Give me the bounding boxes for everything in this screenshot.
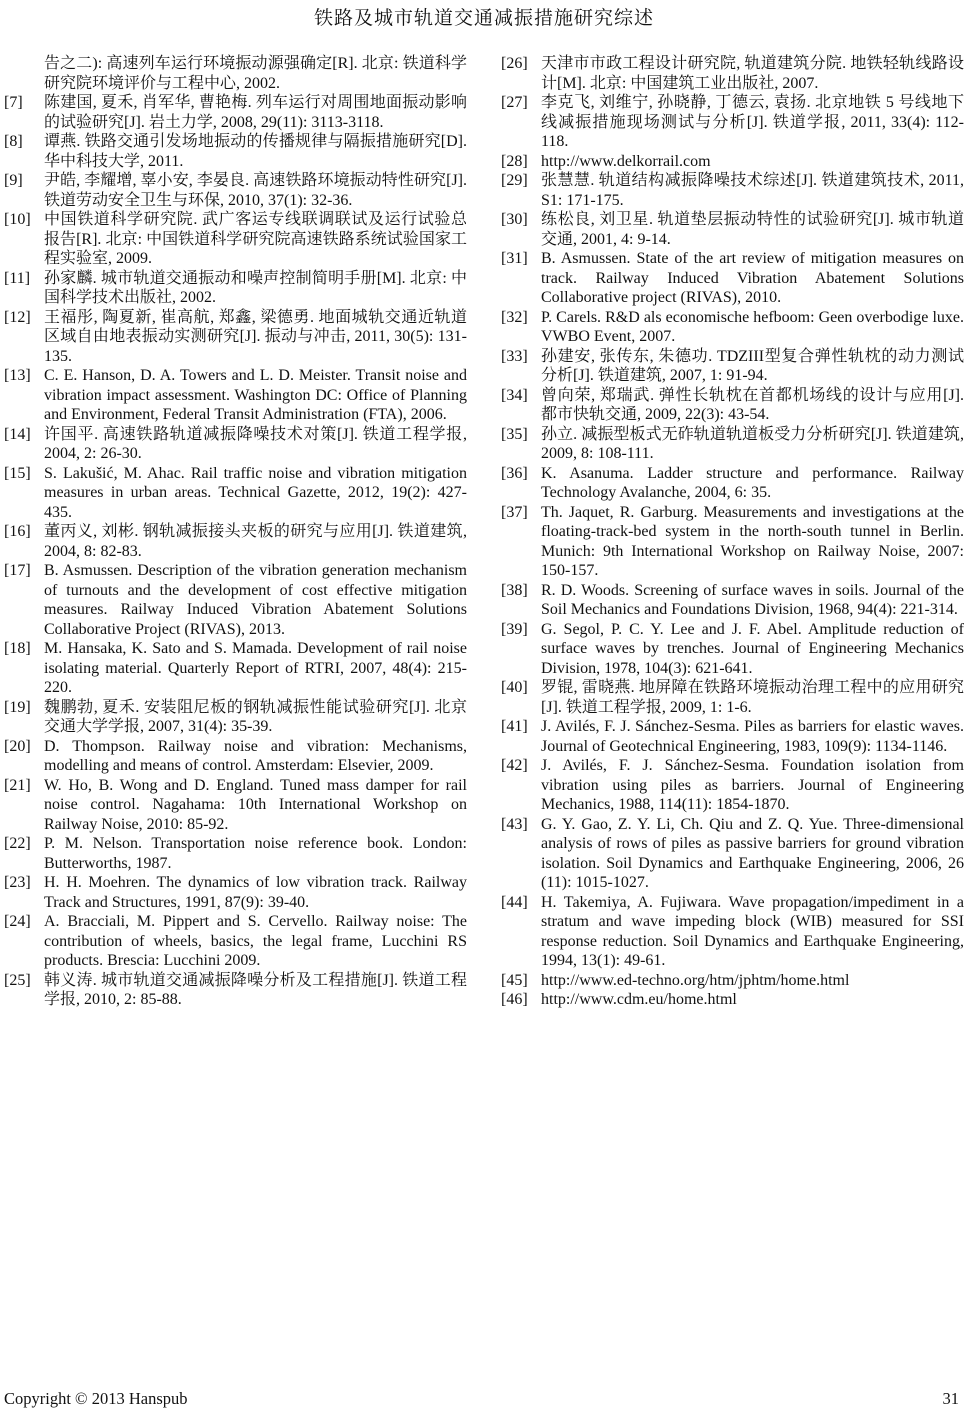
- reference-item: [4, 132, 467, 171]
- reference-item: [501, 425, 964, 464]
- reference-text: A. Bracciali, M. Pippert and S. Cervello. Railway noise: The contribution of wheels, basics, the legal frame, Lucchini RS products. Brescia: Lucchini 2009.: [44, 913, 467, 969]
- reference-number: [12]: [4, 308, 31, 326]
- page-footer: [4, 1389, 959, 1409]
- reference-number: [32]: [501, 308, 528, 326]
- reference-number: [43]: [501, 815, 528, 833]
- reference-number: [28]: [501, 152, 528, 170]
- reference-number: [34]: [501, 386, 528, 404]
- reference-text: 陈建国, 夏禾, 肖军华, 曹艳梅. 列车运行对周围地面振动影响的试验研究[J]. 岩土力学, 2008, 29(11): 3113-3118.: [44, 94, 467, 131]
- reference-number: [19]: [4, 698, 31, 716]
- reference-item: [501, 464, 964, 503]
- reference-number: [26]: [501, 55, 528, 72]
- reference-text: P. Carels. R&D als economische hefboom: Geen overbodige luxe. VWBO Event, 2007.: [541, 308, 964, 345]
- reference-text: 许国平. 高速铁路轨道减振降噪技术对策[J]. 铁道工程学报, 2004, 2: 26-30.: [44, 425, 467, 462]
- reference-number: [11]: [4, 269, 31, 287]
- reference-text: M. Hansaka, K. Sato and S. Mamada. Development of rail noise isolating material. Quarterly Report of RTRI, 2007, 48(4): 215-220.: [44, 640, 467, 696]
- reference-number: [8]: [4, 133, 23, 150]
- reference-text: H. Takemiya, A. Fujiwara. Wave propagation/impediment in a stratum and wave impeding block (WIB) measured for SSI response reduction. Soil Dynamics and Earthquake Engineering, 1994, 13(1): 49-61.: [541, 893, 964, 969]
- reference-text: 中国铁道科学研究院. 武广客运专线联调联试及运行试验总报告[R]. 北京: 中国铁道科学研究院高速铁路系统试验国家工程实验室, 2009.: [44, 211, 467, 267]
- reference-number: [22]: [4, 835, 31, 852]
- reference-item: [501, 347, 964, 386]
- reference-text: B. Asmussen. Description of the vibration generation mechanism of turnouts and the development of cost effective mitigation measures. Railway Induced Vibration Abatement Solutions Collaborative Project (RIVAS), 2013.: [44, 562, 467, 638]
- reference-number: [16]: [4, 523, 31, 540]
- reference-item: [501, 152, 964, 172]
- reference-text: G. Y. Gao, Z. Y. Li, Ch. Qiu and Z. Q. Yue. Three-dimensional analysis of rows of piles as passive barriers for ground vibration isolation. Soil Dynamics and Earthquake Engineering, 2006, 26 (11): 1015-1027.: [541, 815, 964, 891]
- page-title: 铁路及城市轨道交通减振措施研究综述: [313, 8, 654, 29]
- reference-number: [31]: [501, 250, 528, 267]
- reference-item: [501, 386, 964, 425]
- reference-item: [501, 249, 964, 308]
- reference-item: [4, 971, 467, 1010]
- reference-item: [501, 581, 964, 620]
- reference-text: 魏鹏勃, 夏禾. 安装阻尼板的钢轨减振性能试验研究[J]. 北京交通大学学报, 2007, 31(4): 35-39.: [44, 698, 467, 735]
- reference-item: [501, 756, 964, 815]
- reference-item: [501, 54, 964, 93]
- reference-text: http://www.cdm.eu/home.html: [541, 991, 737, 1008]
- reference-number: [25]: [4, 971, 31, 989]
- reference-number: [37]: [501, 503, 528, 521]
- reference-text: 练松良, 刘卫星. 轨道垫层振动特性的试验研究[J]. 城市轨道交通, 2001, 4: 9-14.: [541, 211, 964, 248]
- reference-item: [4, 171, 467, 210]
- reference-text: J. Avilés, F. J. Sánchez-Sesma. Foundation isolation from vibration using piles as barriers. Journal of Engineering Mechanics, 1988, 114(11): 1854-1870.: [541, 757, 964, 813]
- reference-list-left: [4, 54, 467, 1010]
- reference-text: D. Thompson. Railway noise and vibration: Mechanisms, modelling and means of control. Amsterdam: Elsevier, 2009.: [44, 737, 467, 774]
- reference-item: [4, 873, 467, 912]
- reference-number: [44]: [501, 893, 528, 911]
- reference-text: G. Segol, P. C. Y. Lee and J. F. Abel. Amplitude reduction of surface waves by trenches. Journal of Engineering Mechanics Division, 1978, 104(3): 621-641.: [541, 620, 964, 677]
- reference-number: [29]: [501, 172, 528, 189]
- reference-text: J. Avilés, F. J. Sánchez-Sesma. Piles as barriers for elastic waves. Journal of Geotechnical Engineering, 1983, 109(9): 1134-1146.: [541, 718, 964, 755]
- reference-item: [501, 308, 964, 347]
- reference-item: [4, 269, 467, 308]
- reference-text: 告之二): 高速列车运行环境振动源强确定[R]. 北京: 铁道科学研究院环境评价与工程中心, 2002.: [44, 55, 467, 92]
- reference-number: [15]: [4, 464, 31, 482]
- reference-number: [20]: [4, 737, 31, 755]
- references-columns: [0, 31, 968, 1010]
- reference-item: [501, 893, 964, 971]
- footer-page-number: 31: [942, 1389, 959, 1408]
- reference-number: [38]: [501, 581, 528, 599]
- reference-text: K. Asanuma. Ladder structure and performance. Railway Technology Avalanche, 2004, 6: 35.: [541, 464, 964, 501]
- reference-item: [501, 990, 964, 1010]
- reference-number: [40]: [501, 679, 528, 696]
- reference-item: [501, 971, 964, 991]
- reference-item: [501, 717, 964, 756]
- reference-number: [17]: [4, 562, 31, 579]
- reference-text: B. Asmussen. State of the art review of mitigation measures on track. Railway Induced Vibration Abatement Solutions Collaborative project (RIVAS), 2010.: [541, 250, 964, 306]
- reference-text: W. Ho, B. Wong and D. England. Tuned mass damper for rail noise control. Nagahama: 10th International Workshop on Railway Noise, 2010: 85-92.: [44, 776, 467, 833]
- reference-item: [4, 912, 467, 971]
- reference-item: [4, 54, 467, 93]
- reference-text: 董丙义, 刘彬. 钢轨减振接头夹板的研究与应用[J]. 铁道建筑, 2004, 8: 82-83.: [44, 523, 467, 560]
- reference-item: [4, 522, 467, 561]
- reference-item: [501, 503, 964, 581]
- reference-number: [21]: [4, 776, 31, 794]
- reference-number: [33]: [501, 347, 528, 365]
- reference-text: 尹皓, 李耀增, 辜小安, 李晏良. 高速铁路环境振动特性研究[J]. 铁道劳动安全卫生与环保, 2010, 37(1): 32-36.: [44, 172, 467, 209]
- reference-item: [4, 561, 467, 639]
- reference-item: [501, 678, 964, 717]
- reference-number: [30]: [501, 211, 528, 228]
- reference-text: 李克飞, 刘维宁, 孙晓静, 丁德云, 袁扬. 北京地铁 5 号线地下线减振措施现场测试与分析[J]. 铁道学报, 2011, 33(4): 112-118.: [541, 94, 964, 150]
- reference-text: H. H. Moehren. The dynamics of low vibration track. Railway Track and Structures, 1991, 87(9): 39-40.: [44, 874, 467, 911]
- reference-item: [4, 639, 467, 698]
- reference-text: 天津市市政工程设计研究院, 轨道建筑分院. 地铁轻轨线路设计[M]. 北京: 中国建筑工业出版社, 2007.: [541, 55, 964, 92]
- reference-number: [46]: [501, 991, 528, 1008]
- reference-text: http://www.delkorrail.com: [541, 152, 711, 170]
- reference-text: 韩义涛. 城市轨道交通减振降噪分析及工程措施[J]. 铁道工程学报, 2010, 2: 85-88.: [44, 971, 467, 1008]
- reference-number: [24]: [4, 913, 31, 930]
- reference-item: [501, 210, 964, 249]
- reference-number: [36]: [501, 464, 528, 482]
- reference-item: [4, 834, 467, 873]
- reference-text: R. D. Woods. Screening of surface waves in soils. Journal of the Soil Mechanics and Foundations Division, 1968, 94(4): 221-314.: [541, 581, 964, 618]
- reference-item: [501, 171, 964, 210]
- reference-number: [7]: [4, 94, 23, 111]
- reference-text: 谭燕. 铁路交通引发场地振动的传播规律与隔振措施研究[D]. 华中科技大学, 2011.: [44, 133, 467, 170]
- reference-item: [501, 620, 964, 679]
- reference-text: 孙家麟. 城市轨道交通振动和噪声控制简明手册[M]. 北京: 中国科学技术出版社, 2002.: [44, 269, 467, 306]
- reference-item: [4, 776, 467, 835]
- reference-number: [23]: [4, 874, 31, 891]
- reference-number: [41]: [501, 718, 528, 735]
- reference-text: 罗锟, 雷晓燕. 地屏障在铁路环境振动治理工程中的应用研究[J]. 铁道工程学报, 2009, 1: 1-6.: [541, 679, 964, 716]
- reference-text: P. M. Nelson. Transportation noise reference book. London: Butterworths, 1987.: [44, 835, 467, 872]
- reference-text: http://www.ed-techno.org/htm/jphtm/home.html: [541, 971, 850, 989]
- reference-text: 孙建安, 张传东, 朱德功. TDZIII型复合弹性轨枕的动力测试分析[J]. 铁道建筑, 2007, 1: 91-94.: [541, 347, 964, 384]
- reference-number: [18]: [4, 640, 31, 657]
- reference-list-right: [501, 54, 964, 1010]
- reference-number: [39]: [501, 620, 528, 638]
- reference-item: [4, 366, 467, 425]
- reference-text: 张慧慧. 轨道结构减振降噪技术综述[J]. 铁道建筑技术, 2011, S1: 171-175.: [541, 172, 964, 209]
- reference-item: [501, 815, 964, 893]
- reference-number: [14]: [4, 425, 31, 443]
- reference-number: [35]: [501, 425, 528, 443]
- reference-number: [42]: [501, 757, 528, 774]
- reference-number: [9]: [4, 172, 23, 189]
- footer-copyright: Copyright © 2013 Hanspub: [4, 1389, 188, 1408]
- reference-item: [4, 425, 467, 464]
- reference-number: [27]: [501, 94, 528, 111]
- reference-number: [13]: [4, 367, 31, 384]
- reference-item: [4, 93, 467, 132]
- reference-text: C. E. Hanson, D. A. Towers and L. D. Meister. Transit noise and vibration impact assessment. Washington DC: Office of Planning and Environment, Federal Transit Administration (FTA), 2006.: [44, 367, 467, 423]
- reference-item: [501, 93, 964, 152]
- reference-item: [4, 210, 467, 269]
- reference-number: [45]: [501, 971, 528, 989]
- reference-text: Th. Jaquet, R. Garburg. Measurements and investigations at the floating-track-bed system in the north-south tunnel in Berlin. Munich: 9th International Workshop on Railway Noise, 2007: 150-157.: [541, 503, 964, 579]
- reference-item: [4, 464, 467, 523]
- reference-number: [10]: [4, 211, 31, 228]
- reference-item: [4, 308, 467, 367]
- reference-item: [4, 737, 467, 776]
- reference-text: S. Lakušić, M. Ahac. Rail traffic noise and vibration mitigation measures in urban areas. Technical Gazette, 2012, 19(2): 427-435.: [44, 464, 467, 521]
- reference-text: 孙立. 减振型板式无砟轨道轨道板受力分析研究[J]. 铁道建筑, 2009, 8: 108-111.: [541, 425, 964, 462]
- reference-text: 曾向荣, 郑瑞武. 弹性长轨枕在首都机场线的设计与应用[J]. 都市快轨交通, 2009, 22(3): 43-54.: [541, 386, 964, 423]
- reference-text: 王福彤, 陶夏新, 崔高航, 郑鑫, 梁德勇. 地面城轨交通近轨道区域自由地表振动实测研究[J]. 振动与冲击, 2011, 30(5): 131-135.: [44, 308, 467, 365]
- reference-item: [4, 698, 467, 737]
